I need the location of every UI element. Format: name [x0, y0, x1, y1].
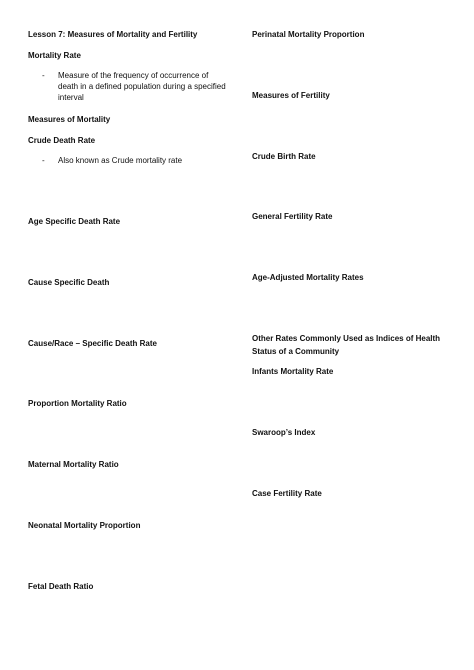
- heading-proportion-mortality-ratio: Proportion Mortality Ratio: [28, 399, 127, 408]
- heading-case-fertility-rate: Case Fertility Rate: [252, 489, 322, 498]
- bullet-dash: -: [42, 71, 45, 80]
- heading-measures-of-mortality: Measures of Mortality: [28, 115, 111, 124]
- bullet-dash: -: [42, 156, 45, 165]
- heading-crude-birth-rate: Crude Birth Rate: [252, 152, 316, 161]
- heading-swaroops-index: Swaroop’s Index: [252, 428, 316, 437]
- heading-perinatal-mortality-proportion: Perinatal Mortality Proportion: [252, 30, 365, 39]
- heading-cause-specific-death: Cause Specific Death: [28, 278, 110, 287]
- heading-other-rates-line-1: Other Rates Commonly Used as Indices of Health: [252, 334, 441, 343]
- heading-cause-race-specific-death-rate: Cause/Race – Specific Death Rate: [28, 339, 157, 348]
- heading-neonatal-mortality-proportion: Neonatal Mortality Proportion: [28, 521, 141, 530]
- heading-crude-death-rate: Crude Death Rate: [28, 136, 96, 145]
- heading-age-adjusted-mortality-rates: Age-Adjusted Mortality Rates: [252, 273, 364, 282]
- heading-infants-mortality-rate: Infants Mortality Rate: [252, 367, 334, 376]
- heading-other-rates-line-2: Status of a Community: [252, 347, 340, 356]
- heading-measures-of-fertility: Measures of Fertility: [252, 91, 330, 100]
- crude-death-rate-note: Also known as Crude mortality rate: [58, 156, 183, 165]
- heading-maternal-mortality-ratio: Maternal Mortality Ratio: [28, 460, 119, 469]
- heading-age-specific-death-rate: Age Specific Death Rate: [28, 217, 121, 226]
- mortality-rate-definition: Measure of the frequency of occurrence of death in a defined population during a specified interval: [58, 71, 226, 102]
- heading-fetal-death-ratio: Fetal Death Ratio: [28, 582, 94, 591]
- heading-mortality-rate: Mortality Rate: [28, 51, 81, 60]
- heading-general-fertility-rate: General Fertility Rate: [252, 212, 333, 221]
- lesson-title: Lesson 7: Measures of Mortality and Fertility: [28, 30, 198, 39]
